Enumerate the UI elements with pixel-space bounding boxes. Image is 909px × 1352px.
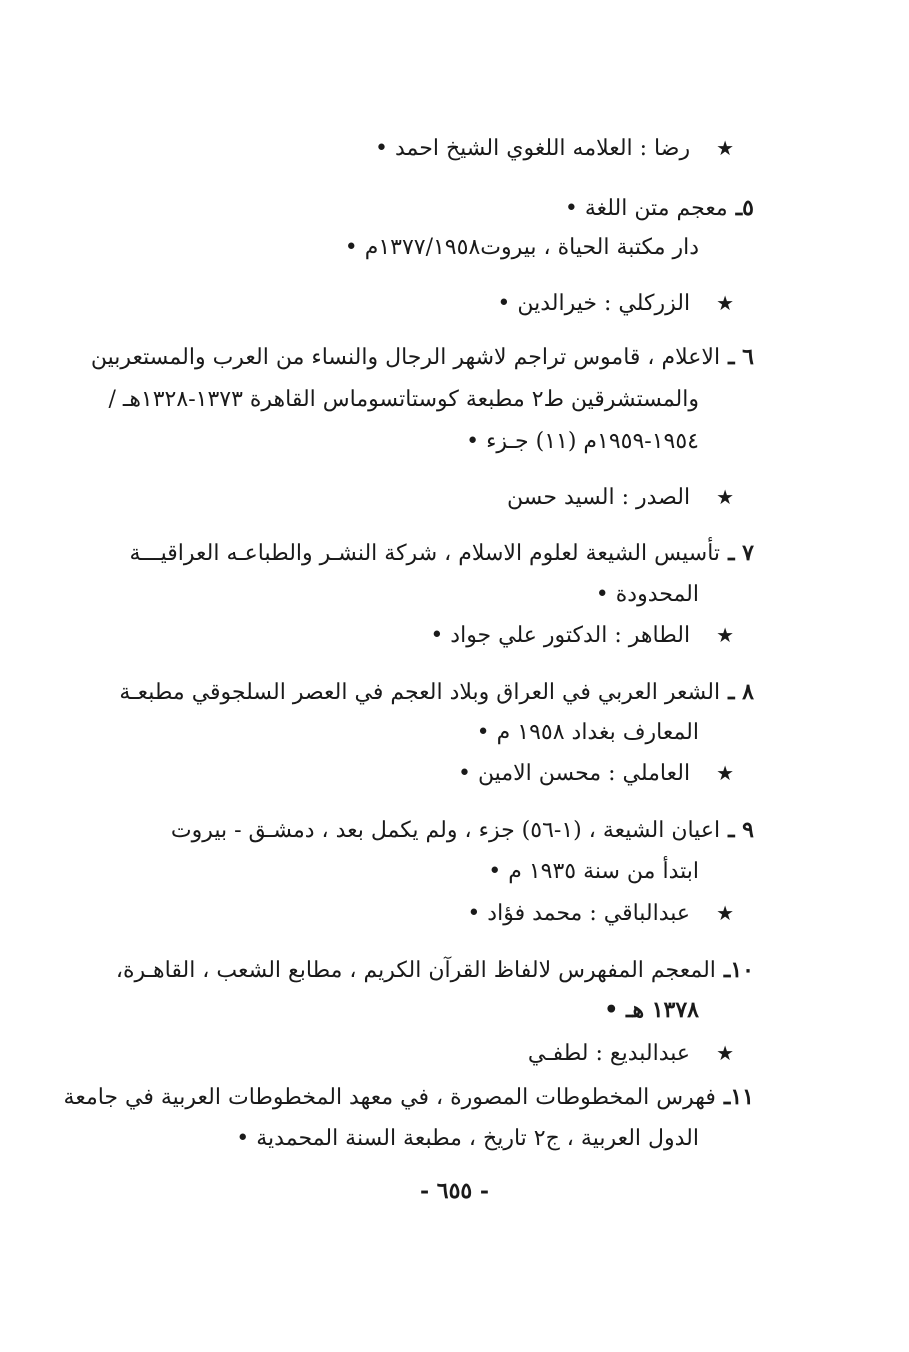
entry-text: المعارف بغداد ١٩٥٨ م • — [476, 720, 699, 745]
entry-continuation — [604, 995, 699, 1026]
reference-entry — [91, 342, 754, 373]
entry-text: الاعلام ، قاموس تراجم لاشهر الرجال والنساء من العرب والمستعربين — [90, 345, 721, 370]
entry-number: ١٠ـ — [723, 957, 754, 983]
author-text: الصدر : السيد حسن — [507, 485, 691, 510]
entry-text: الدول العربية ، ج٢ تاريخ ، مطبعة السنة المحمدية • — [236, 1126, 699, 1151]
entry-continuation — [477, 718, 699, 748]
reference-entry — [64, 1082, 754, 1113]
star-icon: ★ — [716, 1041, 734, 1065]
entry-text: الشعر العربي في العراق وبلاد العجم في العصر السلجوقي مطبعـة — [119, 680, 721, 705]
entry-number: ٩ ـ — [728, 817, 754, 843]
entry-text: ١٣٧٨ هـ • — [604, 997, 699, 1023]
author-line — [467, 898, 734, 929]
entry-text: المحدودة • — [595, 582, 699, 607]
author-line — [375, 133, 734, 164]
entry-text: تأسيس الشيعة لعلوم الاسلام ، شركة النشـر والطباعـه العراقيـــة — [129, 541, 721, 566]
entry-text: فهرس المخطوطات المصورة ، في معهد المخطوطات العربية في جامعة — [63, 1085, 716, 1110]
entry-text: معجم متن اللغة • — [564, 196, 728, 221]
reference-entry — [171, 815, 754, 846]
reference-entry — [565, 193, 754, 224]
entry-continuation — [108, 385, 699, 415]
star-icon: ★ — [716, 761, 734, 785]
reference-entry — [129, 538, 754, 569]
entry-text: المعجم المفهرس لالفاظ القرآن الكريم ، مطابع الشعب ، القاهـرة، — [115, 958, 716, 983]
entry-continuation — [345, 233, 699, 263]
entry-number: ٦ ـ — [728, 344, 754, 370]
entry-number: ٧ ـ — [728, 540, 754, 566]
reference-entry — [116, 955, 754, 986]
entry-number: ٥ـ — [735, 195, 754, 221]
entry-number: ٨ ـ — [728, 679, 754, 705]
entry-text: دار مكتبة الحياة ، بيروت١٣٧٧/١٩٥٨م • — [344, 235, 699, 260]
entry-continuation — [488, 857, 699, 887]
author-line — [458, 758, 734, 789]
author-text: العاملي : محسن الامين • — [457, 761, 691, 786]
reference-entry — [119, 677, 754, 708]
star-icon: ★ — [716, 901, 734, 925]
entry-continuation — [596, 580, 699, 610]
author-line — [507, 482, 734, 513]
entry-continuation — [236, 1124, 699, 1154]
star-icon: ★ — [716, 485, 734, 509]
entry-text: ١٩٥٤-١٩٥٩م (١١) جـزء • — [466, 429, 699, 454]
star-icon: ★ — [716, 623, 734, 647]
page-number: - ٦٥٥ - — [419, 1178, 490, 1204]
author-text: عبدالبديع : لطفـي — [527, 1041, 691, 1066]
author-line — [497, 288, 734, 319]
entry-text: ابتدأ من سنة ١٩٣٥ م • — [488, 859, 699, 884]
author-text: الطاهر : الدكتور علي جواد • — [430, 623, 691, 648]
entry-text: والمستشرقين ط٢ مطبعة كوستاتسوماس القاهرة ١٣٧٣-١٣٢٨هـ / — [108, 387, 699, 412]
entry-number: ١١ـ — [723, 1084, 754, 1110]
author-line — [430, 620, 734, 651]
star-icon: ★ — [716, 136, 734, 160]
entry-continuation — [466, 427, 699, 457]
star-icon: ★ — [716, 291, 734, 315]
author-text: الزركلي : خيرالدين • — [497, 291, 691, 316]
author-text: رضا : العلامه اللغوي الشيخ احمد • — [375, 136, 691, 161]
author-text: عبدالباقي : محمد فؤاد • — [467, 901, 691, 926]
author-line — [528, 1038, 734, 1069]
entry-text: اعيان الشيعة ، (١-٥٦) جزء ، ولم يكمل بعد ، دمشـق - بيروت — [170, 818, 721, 843]
